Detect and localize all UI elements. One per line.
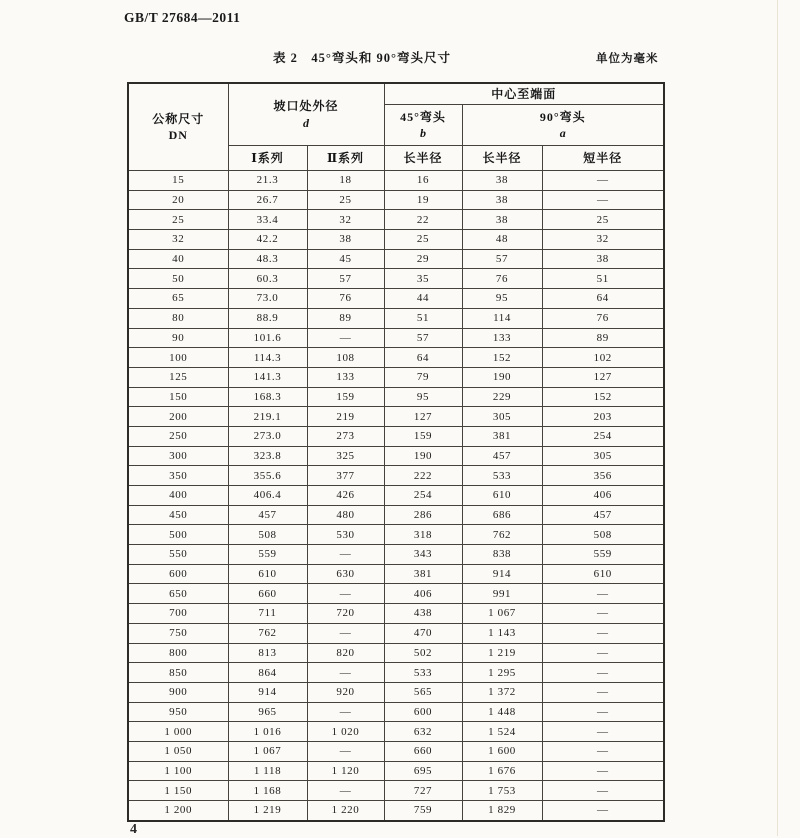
table-cell: 900 xyxy=(128,682,228,702)
table-cell: 1 372 xyxy=(462,682,542,702)
table-cell: 19 xyxy=(384,190,462,210)
header-elbow-45 xyxy=(384,105,462,146)
table-cell: 1 219 xyxy=(228,801,307,821)
table-row xyxy=(128,623,664,643)
table-caption: 表 2 45°弯头和 90°弯头尺寸 xyxy=(273,51,451,65)
table-cell: — xyxy=(542,604,664,624)
table-cell: 95 xyxy=(462,289,542,309)
table-cell: 1 219 xyxy=(462,643,542,663)
table-cell: — xyxy=(542,190,664,210)
table-cell: 88.9 xyxy=(228,308,307,328)
table-row xyxy=(128,663,664,683)
table-cell: 35 xyxy=(384,269,462,289)
table-cell: 1 676 xyxy=(462,761,542,781)
page-number: 4 xyxy=(130,822,137,837)
table-cell: 991 xyxy=(462,584,542,604)
table-cell: 203 xyxy=(542,407,664,427)
table-cell: 57 xyxy=(384,328,462,348)
table-cell: 25 xyxy=(542,210,664,230)
table-cell: 1 067 xyxy=(228,741,307,761)
table-row xyxy=(128,781,664,801)
table-row xyxy=(128,269,664,289)
table-cell: 219 xyxy=(307,407,384,427)
table-cell: 533 xyxy=(384,663,462,683)
table-cell: 356 xyxy=(542,466,664,486)
table-row xyxy=(128,387,664,407)
table-cell: 254 xyxy=(542,426,664,446)
table-cell: 152 xyxy=(542,387,664,407)
table-cell: 500 xyxy=(128,525,228,545)
table-cell: 33.4 xyxy=(228,210,307,230)
elbow-90-symbol: a xyxy=(559,126,566,140)
table-cell: 76 xyxy=(462,269,542,289)
nominal-size-label: 公称尺寸 xyxy=(152,111,205,126)
table-cell: — xyxy=(542,761,664,781)
table-row xyxy=(128,525,664,545)
table-cell: 254 xyxy=(384,486,462,506)
table-cell: 80 xyxy=(128,308,228,328)
table-cell: 38 xyxy=(542,249,664,269)
table-row xyxy=(128,584,664,604)
table-cell: 1 050 xyxy=(128,741,228,761)
table-cell: 114.3 xyxy=(228,348,307,368)
table-cell: 610 xyxy=(228,564,307,584)
table-cell: 762 xyxy=(228,623,307,643)
table-cell: 222 xyxy=(384,466,462,486)
table-cell: 50 xyxy=(128,269,228,289)
table-cell: 64 xyxy=(384,348,462,368)
table-cell: 73.0 xyxy=(228,289,307,309)
table-cell: 600 xyxy=(384,702,462,722)
table-cell: 21.3 xyxy=(228,171,307,191)
table-cell: 759 xyxy=(384,801,462,821)
table-cell: 305 xyxy=(542,446,664,466)
scan-edge-artifact xyxy=(777,0,778,836)
table-cell: 457 xyxy=(542,505,664,525)
table-cell: 381 xyxy=(462,426,542,446)
doc-number: GB/T 27684—2011 xyxy=(124,10,241,25)
table-cell: 508 xyxy=(228,525,307,545)
header-series-2: Ⅱ系列 xyxy=(307,146,384,171)
table-cell: 38 xyxy=(462,190,542,210)
table-cell: 1 168 xyxy=(228,781,307,801)
table-row xyxy=(128,230,664,250)
table-row xyxy=(128,486,664,506)
table-cell: 25 xyxy=(307,190,384,210)
table-cell: 273 xyxy=(307,426,384,446)
table-cell: 813 xyxy=(228,643,307,663)
table-cell: 89 xyxy=(542,328,664,348)
table-row xyxy=(128,210,664,230)
table-cell: 632 xyxy=(384,722,462,742)
table-cell: 20 xyxy=(128,190,228,210)
table-cell: 48.3 xyxy=(228,249,307,269)
elbow-45-label: 45°弯头 xyxy=(400,109,446,124)
table-cell: 850 xyxy=(128,663,228,683)
table-cell: 1 220 xyxy=(307,801,384,821)
table-cell: 660 xyxy=(384,741,462,761)
table-cell: 711 xyxy=(228,604,307,624)
table-cell: 350 xyxy=(128,466,228,486)
table-row xyxy=(128,722,664,742)
table-cell: — xyxy=(542,741,664,761)
table-row xyxy=(128,545,664,565)
table-cell: 100 xyxy=(128,348,228,368)
table-cell: 44 xyxy=(384,289,462,309)
table-cell: 190 xyxy=(462,367,542,387)
header-center-to-end: 中心至端面 xyxy=(384,83,664,105)
table-cell: 65 xyxy=(128,289,228,309)
table-cell: 150 xyxy=(128,387,228,407)
table-cell: — xyxy=(542,584,664,604)
table-cell: 95 xyxy=(384,387,462,407)
table-cell: 32 xyxy=(542,230,664,250)
table-cell: 1 600 xyxy=(462,741,542,761)
table-cell: 1 000 xyxy=(128,722,228,742)
table-cell: 559 xyxy=(542,545,664,565)
table-row xyxy=(128,407,664,427)
table-cell: 51 xyxy=(384,308,462,328)
table-cell: 22 xyxy=(384,210,462,230)
table-cell: 610 xyxy=(542,564,664,584)
table-row xyxy=(128,308,664,328)
table-cell: 325 xyxy=(307,446,384,466)
table-cell: 16 xyxy=(384,171,462,191)
table-cell: 1 120 xyxy=(307,761,384,781)
table-cell: 750 xyxy=(128,623,228,643)
table-cell: — xyxy=(542,801,664,821)
table-cell: 133 xyxy=(462,328,542,348)
table-cell: 450 xyxy=(128,505,228,525)
table-cell: — xyxy=(307,702,384,722)
table-row xyxy=(128,741,664,761)
table-row xyxy=(128,564,664,584)
table-cell: 914 xyxy=(228,682,307,702)
table-cell: 127 xyxy=(542,367,664,387)
table-cell: 438 xyxy=(384,604,462,624)
table-cell: 127 xyxy=(384,407,462,427)
table-cell: — xyxy=(307,623,384,643)
table-cell: 820 xyxy=(307,643,384,663)
table-row xyxy=(128,682,664,702)
table-cell: 1 067 xyxy=(462,604,542,624)
table-cell: 26.7 xyxy=(228,190,307,210)
table-cell: 406 xyxy=(542,486,664,506)
table-cell: 45 xyxy=(307,249,384,269)
table-cell: 305 xyxy=(462,407,542,427)
table-cell: — xyxy=(307,545,384,565)
table-cell: 700 xyxy=(128,604,228,624)
table-cell: 42.2 xyxy=(228,230,307,250)
table-cell: 965 xyxy=(228,702,307,722)
table-cell: 29 xyxy=(384,249,462,269)
table-cell: — xyxy=(542,722,664,742)
elbow-90-label: 90°弯头 xyxy=(539,109,586,124)
table-cell: 18 xyxy=(307,171,384,191)
table-cell: 864 xyxy=(228,663,307,683)
table-cell: — xyxy=(542,663,664,683)
table-cell: 38 xyxy=(462,171,542,191)
table-cell: 79 xyxy=(384,367,462,387)
table-cell: 102 xyxy=(542,348,664,368)
table-row xyxy=(128,367,664,387)
table-cell: 610 xyxy=(462,486,542,506)
table-cell: 533 xyxy=(462,466,542,486)
table-cell: 51 xyxy=(542,269,664,289)
table-cell: 133 xyxy=(307,367,384,387)
elbow-45-symbol: b xyxy=(420,126,427,140)
table-row xyxy=(128,604,664,624)
table-cell: — xyxy=(307,741,384,761)
table-cell: 470 xyxy=(384,623,462,643)
table-cell: 108 xyxy=(307,348,384,368)
table-cell: 25 xyxy=(128,210,228,230)
table-row xyxy=(128,643,664,663)
table-cell: 159 xyxy=(307,387,384,407)
table-cell: 286 xyxy=(384,505,462,525)
table-cell: 695 xyxy=(384,761,462,781)
table-row xyxy=(128,171,664,191)
table-cell: 1 150 xyxy=(128,781,228,801)
table-body xyxy=(128,171,664,821)
table-cell: — xyxy=(542,171,664,191)
table-cell: 686 xyxy=(462,505,542,525)
table-row xyxy=(128,702,664,722)
table-cell: 550 xyxy=(128,545,228,565)
table-cell: 1 118 xyxy=(228,761,307,781)
table-cell: 762 xyxy=(462,525,542,545)
table-cell: 650 xyxy=(128,584,228,604)
table-cell: 190 xyxy=(384,446,462,466)
header-elbow-90 xyxy=(462,105,664,146)
table-cell: 32 xyxy=(307,210,384,230)
table-cell: 1 448 xyxy=(462,702,542,722)
table-cell: 60.3 xyxy=(228,269,307,289)
bevel-od-symbol: d xyxy=(303,115,309,130)
table-row xyxy=(128,426,664,446)
table-cell: 89 xyxy=(307,308,384,328)
table-cell: 32 xyxy=(128,230,228,250)
header-bevel-od xyxy=(228,83,384,146)
table-cell: 152 xyxy=(462,348,542,368)
table-cell: — xyxy=(542,682,664,702)
table-cell: 426 xyxy=(307,486,384,506)
table-row xyxy=(128,801,664,821)
table-cell: 64 xyxy=(542,289,664,309)
table-cell: 229 xyxy=(462,387,542,407)
table-cell: 159 xyxy=(384,426,462,446)
table-cell: 101.6 xyxy=(228,328,307,348)
table-cell: 323.8 xyxy=(228,446,307,466)
table-cell: 502 xyxy=(384,643,462,663)
table-cell: 381 xyxy=(384,564,462,584)
table-row xyxy=(128,348,664,368)
unit-note: 单位为毫米 xyxy=(596,53,659,65)
table-cell: 1 100 xyxy=(128,761,228,781)
table-cell: 559 xyxy=(228,545,307,565)
table-cell: 530 xyxy=(307,525,384,545)
table-cell: 1 753 xyxy=(462,781,542,801)
table-cell: 114 xyxy=(462,308,542,328)
header-short-radius: 短半径 xyxy=(542,146,664,171)
table-cell: 168.3 xyxy=(228,387,307,407)
table-cell: 660 xyxy=(228,584,307,604)
dimensions-table xyxy=(127,82,665,822)
table-cell: 914 xyxy=(462,564,542,584)
table-cell: — xyxy=(542,781,664,801)
table-cell: 1 200 xyxy=(128,801,228,821)
table-cell: 920 xyxy=(307,682,384,702)
table-cell: 219.1 xyxy=(228,407,307,427)
table-cell: 38 xyxy=(307,230,384,250)
table-cell: 1 016 xyxy=(228,722,307,742)
table-cell: — xyxy=(542,702,664,722)
table-row xyxy=(128,328,664,348)
table-cell: 125 xyxy=(128,367,228,387)
table-row xyxy=(128,289,664,309)
table-cell: 508 xyxy=(542,525,664,545)
table-row xyxy=(128,466,664,486)
table-cell: 565 xyxy=(384,682,462,702)
table-cell: — xyxy=(307,584,384,604)
table-row xyxy=(128,505,664,525)
table-cell: 48 xyxy=(462,230,542,250)
table-cell: 273.0 xyxy=(228,426,307,446)
table-cell: 727 xyxy=(384,781,462,801)
table-cell: 76 xyxy=(307,289,384,309)
table-cell: 15 xyxy=(128,171,228,191)
table-cell: 457 xyxy=(228,505,307,525)
table-cell: 630 xyxy=(307,564,384,584)
header-nominal-size xyxy=(128,83,228,171)
table-cell: 950 xyxy=(128,702,228,722)
table-cell: 1 143 xyxy=(462,623,542,643)
header-series-1: Ⅰ系列 xyxy=(228,146,307,171)
table-cell: 406 xyxy=(384,584,462,604)
table-cell: 400 xyxy=(128,486,228,506)
table-cell: 38 xyxy=(462,210,542,230)
table-cell: — xyxy=(542,643,664,663)
table-cell: — xyxy=(542,623,664,643)
table-cell: 40 xyxy=(128,249,228,269)
table-cell: 800 xyxy=(128,643,228,663)
table-cell: 600 xyxy=(128,564,228,584)
table-row xyxy=(128,190,664,210)
table-cell: 300 xyxy=(128,446,228,466)
table-row xyxy=(128,446,664,466)
table-cell: 1 020 xyxy=(307,722,384,742)
table-cell: 355.6 xyxy=(228,466,307,486)
header-long-radius-45: 长半径 xyxy=(384,146,462,171)
table-cell: 57 xyxy=(307,269,384,289)
table-cell: — xyxy=(307,328,384,348)
table-cell: 406.4 xyxy=(228,486,307,506)
table-cell: 318 xyxy=(384,525,462,545)
table-cell: 457 xyxy=(462,446,542,466)
table-cell: 141.3 xyxy=(228,367,307,387)
table-cell: 1 829 xyxy=(462,801,542,821)
table-cell: 838 xyxy=(462,545,542,565)
table-cell: 377 xyxy=(307,466,384,486)
table-cell: 1 295 xyxy=(462,663,542,683)
table-cell: 720 xyxy=(307,604,384,624)
table-cell: 90 xyxy=(128,328,228,348)
table-cell: 250 xyxy=(128,426,228,446)
table-cell: 480 xyxy=(307,505,384,525)
table-cell: 200 xyxy=(128,407,228,427)
nominal-size-code: DN xyxy=(168,128,188,142)
table-cell: — xyxy=(307,781,384,801)
table-cell: — xyxy=(307,663,384,683)
table-row xyxy=(128,761,664,781)
table-cell: 1 524 xyxy=(462,722,542,742)
table-row xyxy=(128,249,664,269)
table-cell: 76 xyxy=(542,308,664,328)
table-cell: 57 xyxy=(462,249,542,269)
bevel-od-label: 坡口处外径 xyxy=(273,99,339,114)
header-long-radius-90: 长半径 xyxy=(462,146,542,171)
table-cell: 343 xyxy=(384,545,462,565)
table-cell: 25 xyxy=(384,230,462,250)
